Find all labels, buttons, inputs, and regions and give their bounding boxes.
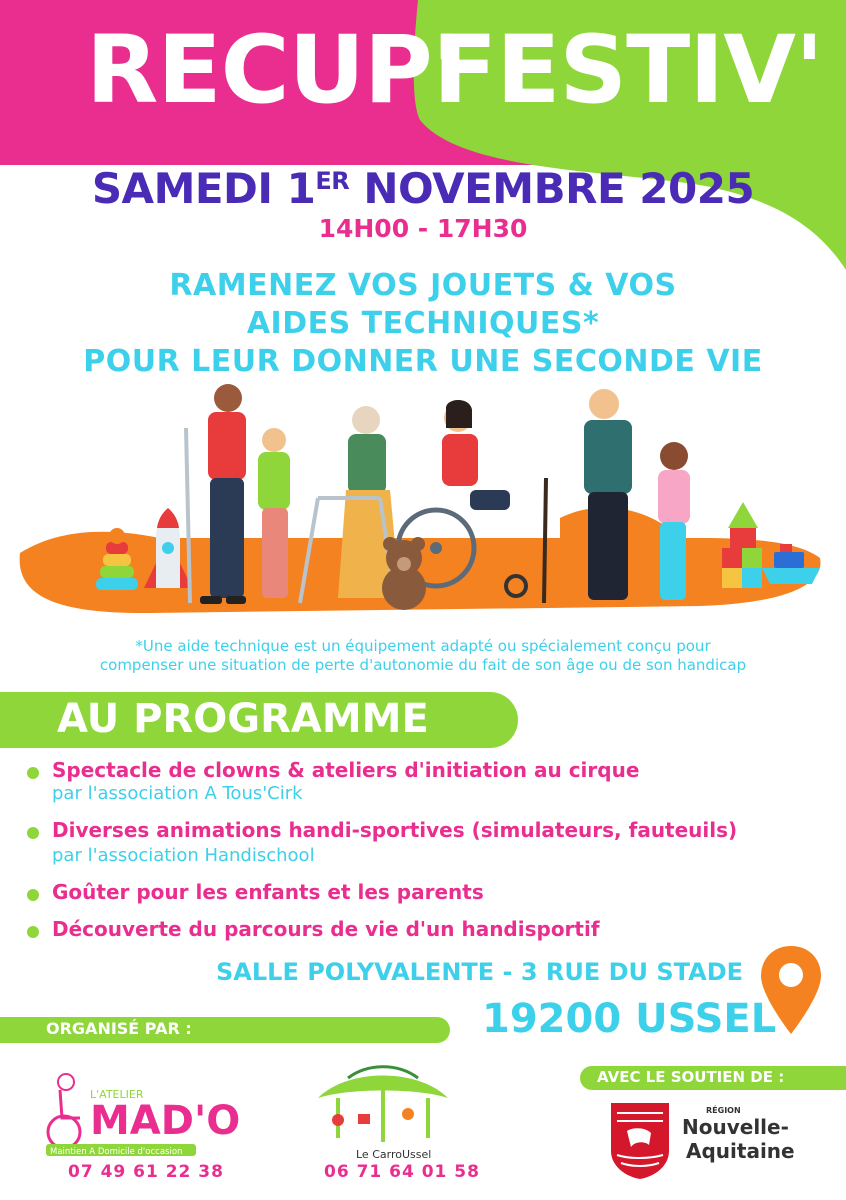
teddy-bear-toy (382, 537, 426, 610)
event-time: 14H00 - 17H30 (318, 214, 528, 243)
programme-bullet (27, 827, 39, 839)
title-festiv: FESTIV' (433, 16, 823, 125)
region-shield-icon (609, 1101, 671, 1181)
mado-small-text: L'ATELIER (90, 1088, 144, 1101)
region-name-line-2: Aquitaine (686, 1139, 795, 1163)
title-recup: RECUP' (86, 16, 460, 125)
programme-bullet (27, 926, 39, 938)
programme-item-1-sub: par l'association A Tous'Cirk (52, 783, 303, 804)
mado-tagline-text: Maintien A Domicile d'occasion (50, 1147, 183, 1157)
programme-item-2: Diverses animations handi-sportives (simulateurs, fauteuils) (52, 818, 738, 842)
programme-item-1: Spectacle de clowns & ateliers d'initiation au cirque (52, 758, 640, 782)
programme-bullet (27, 767, 39, 779)
support-label: AVEC LE SOUTIEN DE : (597, 1068, 785, 1086)
programme-title: AU PROGRAMME (57, 696, 429, 742)
location-pin-icon (758, 944, 824, 1036)
date-rest: NOVEMBRE 2025 (349, 164, 755, 213)
mado-name-text: MAD'O (90, 1098, 241, 1144)
region-name-line-1: Nouvelle- (682, 1115, 789, 1139)
organisers-label: ORGANISÉ PAR : (46, 1019, 192, 1038)
event-date (0, 164, 846, 213)
footnote-line-1: *Une aide technique est un équipement adapté ou spécialement conçu pour (135, 637, 711, 655)
mado-logo (40, 1068, 250, 1160)
programme-bullet (27, 889, 39, 901)
programme-item-2-sub: par l'association Handischool (52, 845, 315, 866)
programme-item-3: Goûter pour les enfants et les parents (52, 880, 484, 904)
girl-figure (658, 442, 690, 600)
carro-name-text: Le CarroUssel (356, 1148, 432, 1161)
headline-line-1: RAMENEZ VOS JOUETS & VOS (169, 268, 677, 303)
footnote-line-2: compenser une situation de perte d'autonomie du fait de son âge ou de son handicap (99, 656, 747, 674)
venue-address: SALLE POLYVALENTE - 3 RUE DU STADE (216, 958, 744, 986)
region-small-label: RÉGION (706, 1106, 741, 1115)
carroussel-logo (308, 1058, 458, 1162)
child-figure (258, 428, 290, 598)
mado-phone: 07 49 61 22 38 (68, 1162, 224, 1182)
family-illustration (0, 378, 846, 640)
headline-line-2: AIDES TECHNIQUES* (246, 306, 600, 341)
date-superscript: ER (315, 167, 350, 195)
venue-city: 19200 USSEL (482, 996, 777, 1042)
programme-item-4: Découverte du parcours de vie d'un handisportif (52, 917, 600, 941)
headline-line-3: POUR LEUR DONNER UNE SECONDE VIE (83, 344, 763, 379)
carro-phone: 06 71 64 01 58 (324, 1162, 480, 1182)
date-main: SAMEDI 1 (91, 164, 316, 213)
